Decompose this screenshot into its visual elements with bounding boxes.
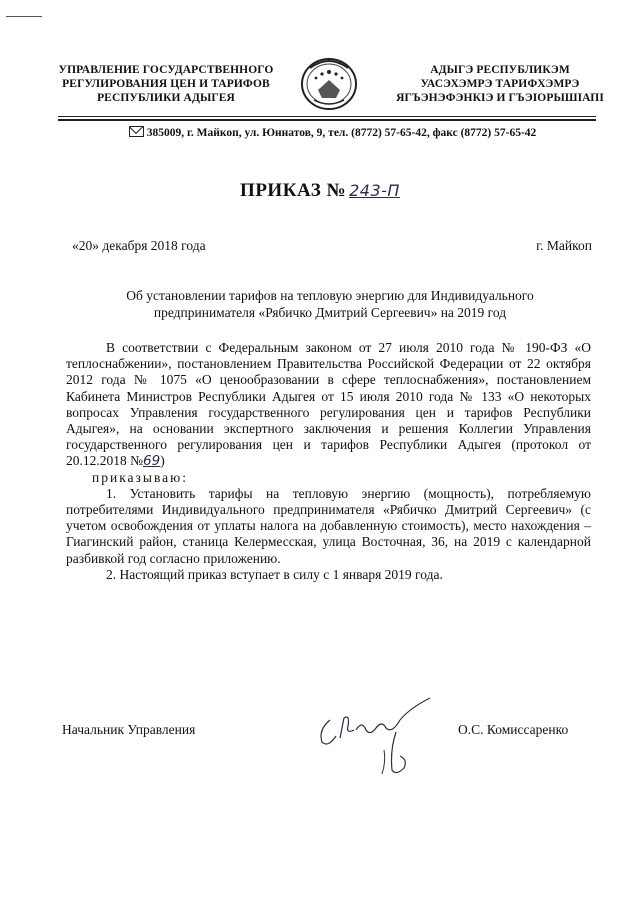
- order-number: 243-П: [349, 181, 400, 200]
- order-city: г. Майкоп: [536, 238, 592, 253]
- preamble-end: ): [160, 453, 165, 469]
- signer-position: Начальник Управления: [62, 722, 196, 737]
- contact-line: [40, 125, 625, 140]
- order-item-1: 1. Установить тарифы на тепловую энергию (мощность), потребляемую потребителями Индивидуального предпринимателя «Рябичко Дмитрий Сергеевич» (с учетом освобождения от уплаты налога на добавленную стоимость), место нахождения – Гиагинский район, станица Келермесская, улица Восточная, 36, на 2019 с календарной разбивкой год согласно приложению.: [66, 485, 591, 566]
- order-word: приказываю:: [92, 469, 188, 485]
- subject-line: предпринимателя «Рябичко Дмитрий Сергеевич» на 2019 год: [153, 305, 507, 320]
- order-date: «20» декабря 2018 года: [72, 238, 206, 253]
- header-rule: [58, 116, 596, 117]
- signer-name: О.С. Комиссаренко: [458, 722, 569, 737]
- header-left: [40, 63, 292, 105]
- header-right-line: УАСЭХЭМРЭ ТАРИФХЭМРЭ: [420, 78, 580, 90]
- corner-mark: [6, 16, 42, 17]
- order-item-2: 2. Настоящий приказ вступает в силу с 1 января 2019 года.: [106, 566, 443, 582]
- header-right-line: АДЫГЭ РЕСПУБЛИКЭМ: [430, 64, 570, 76]
- header-left-line: РЕГУЛИРОВАНИЯ ЦЕН И ТАРИФОВ: [62, 78, 270, 90]
- header-left-line: РЕСПУБЛИКИ АДЫГЕЯ: [97, 92, 235, 104]
- handwritten-signature: [300, 690, 450, 780]
- protocol-number: 69: [143, 453, 161, 470]
- subject-line: Об установлении тарифов на тепловую энергию для Индивидуального: [126, 288, 534, 303]
- envelope-icon: [129, 126, 144, 137]
- preamble-text: В соответствии с Федеральным законом от 27 июля 2010 года № 190-ФЗ «О теплоснабжении», постановлением Правительства Российской Федерации от 22 октября 2012 года № 1075 «О ценообразовании в сфере теплоснабжения», постановлением Кабинета Министров Республики Адыгея от 15 июля 2010 года № 133 «О некоторых вопросах Управления государственного регулирования цен и тарифов Республики Адыгея», на основании экспертного заключения и решения Коллегии Управления государственного регулирования цен и тарифов Республики Адыгея (протокол от 20.12.2018 №: [66, 340, 591, 469]
- header-right-line: ЯГЪЭНЭФЭНКІЭ И ГЪЭІОРЫШІАПІ: [396, 92, 604, 104]
- preamble-paragraph: [66, 340, 591, 470]
- header-left-line: УПРАВЛЕНИЕ ГОСУДАРСТВЕННОГО: [58, 64, 274, 76]
- order-title: ПРИКАЗ №: [240, 180, 347, 201]
- coat-of-arms-emblem: [296, 50, 362, 112]
- header-right: [380, 63, 620, 105]
- document-title: [0, 180, 640, 202]
- contact-text: 385009, г. Майкоп, ул. Юннатов, 9, тел. (8772) 57-65-42, факс (8772) 57-65-42: [146, 127, 537, 139]
- header-rule-thick: [58, 119, 596, 121]
- order-body: [66, 340, 591, 583]
- order-subject: [70, 287, 590, 321]
